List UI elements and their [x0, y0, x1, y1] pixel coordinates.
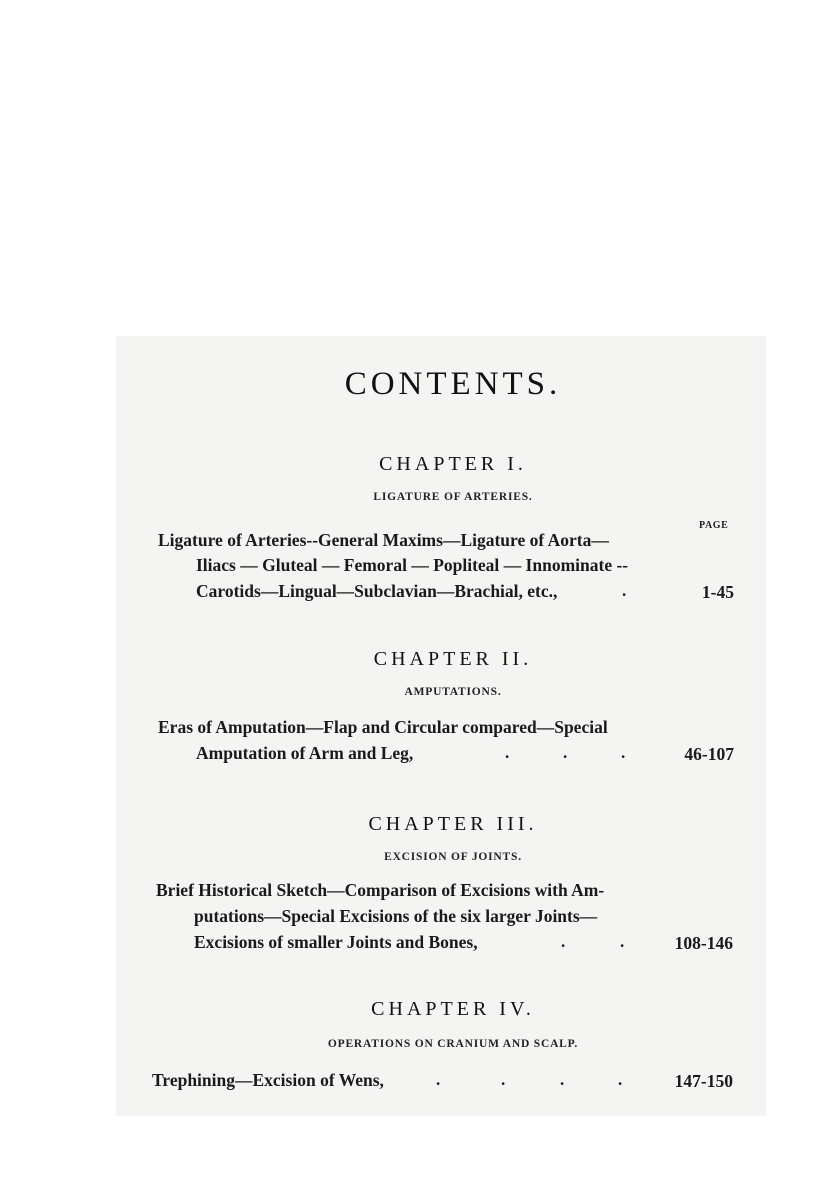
leader-dot: . — [563, 743, 568, 762]
leader-dot: . — [622, 581, 627, 600]
chapter-3-line-3: Excisions of smaller Joints and Bones, — [194, 932, 478, 952]
leader-dot: . — [501, 1070, 506, 1089]
chapter-4-subtitle: OPERATIONS ON CRANIUM AND SCALP. — [327, 1038, 579, 1050]
chapter-2-heading: CHAPTER II. — [373, 648, 533, 670]
chapter-1-subtitle: LIGATURE OF ARTERIES. — [373, 491, 533, 503]
chapter-2-subtitle: AMPUTATIONS. — [404, 686, 502, 698]
chapter-2-pages: 46-107 — [684, 744, 734, 764]
chapter-1-pages: 1-45 — [701, 582, 734, 602]
leader-dot: . — [561, 932, 566, 951]
chapter-1-heading: CHAPTER I. — [379, 453, 527, 475]
chapter-4-pages: 147-150 — [674, 1071, 733, 1091]
leader-dot: . — [620, 932, 625, 951]
chapter-3-subtitle: EXCISION OF JOINTS. — [384, 851, 522, 863]
chapter-2-line-1: Eras of Amputation—Flap and Circular compared—Special — [158, 717, 608, 737]
chapter-1-line-1: Ligature of Arteries--General Maxims—Ligature of Aorta— — [158, 530, 609, 550]
leader-dot: . — [560, 1070, 565, 1089]
chapter-1-line-2: Iliacs — Gluteal — Femoral — Popliteal — Innominate -- — [196, 555, 629, 575]
chapter-3-line-1: Brief Historical Sketch—Comparison of Excisions with Am- — [156, 880, 605, 900]
contents-title: CONTENTS. — [344, 366, 562, 402]
chapter-3-heading: CHAPTER III. — [368, 813, 538, 835]
page-column-label: PAGE — [699, 520, 729, 531]
leader-dot: . — [618, 1070, 623, 1089]
leader-dot: . — [621, 743, 626, 762]
chapter-4-heading: CHAPTER IV. — [371, 998, 535, 1020]
chapter-1-line-3: Carotids—Lingual—Subclavian—Brachial, etc., — [196, 581, 558, 601]
leader-dot: . — [436, 1070, 441, 1089]
chapter-4-line-1: Trephining—Excision of Wens, — [152, 1070, 384, 1090]
chapter-3-pages: 108-146 — [674, 933, 733, 953]
leader-dot: . — [505, 743, 510, 762]
chapter-3-line-2: putations—Special Excisions of the six larger Joints— — [194, 906, 598, 926]
chapter-2-line-2: Amputation of Arm and Leg, — [196, 743, 414, 763]
